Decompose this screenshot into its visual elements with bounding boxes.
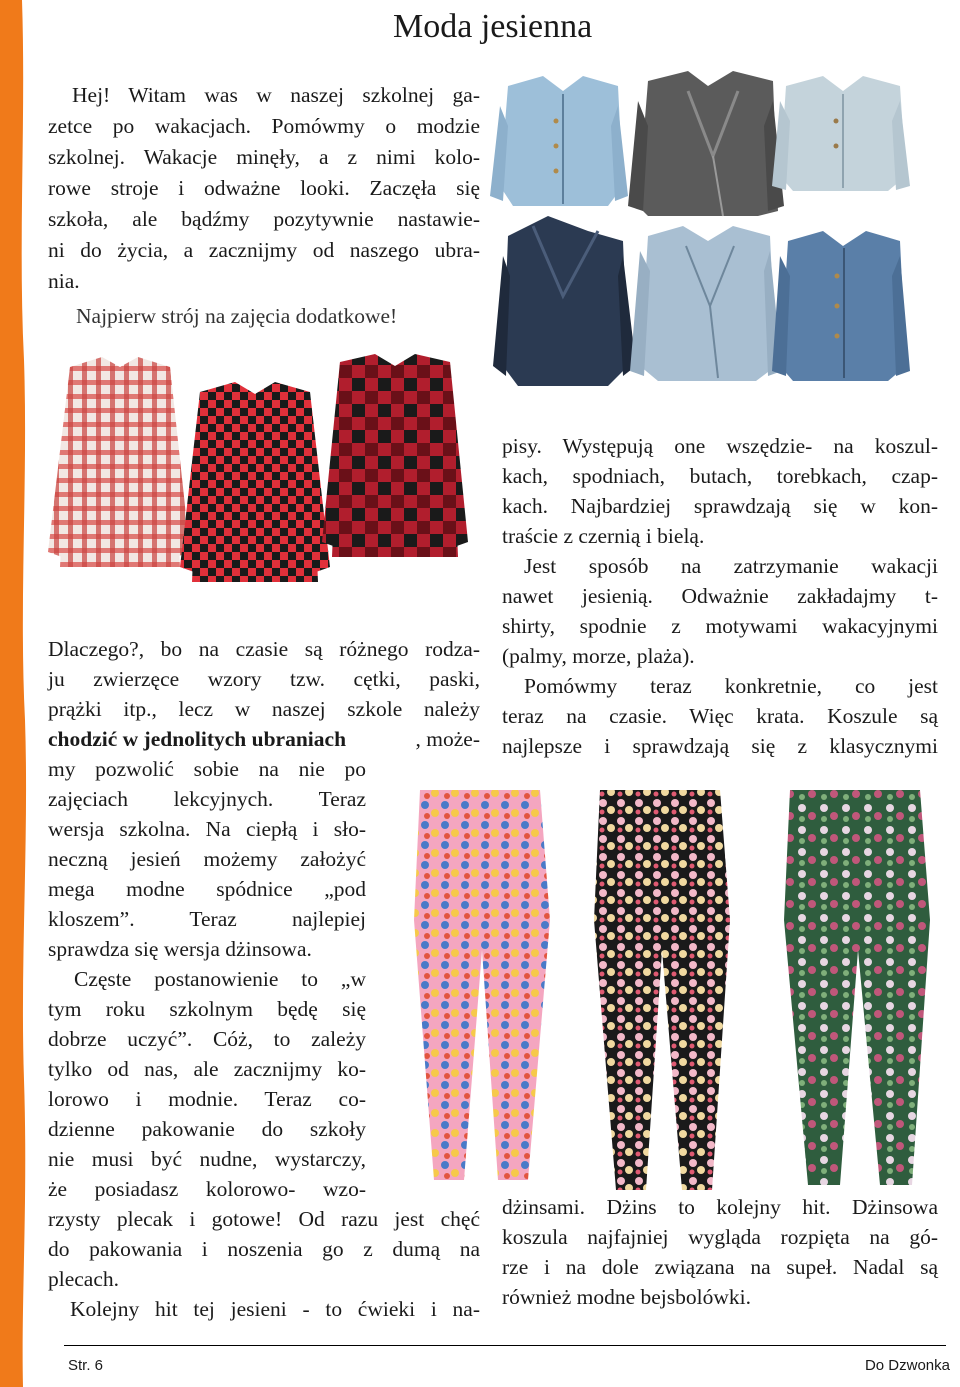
intro-line: rowe stroje i odważne looki. Zaczęła się: [48, 176, 480, 200]
body-line: wersja szkolna. Na ciepłą i sło-: [48, 817, 366, 841]
body-line: Pomówmy teraz konkretnie, co jest: [524, 674, 938, 698]
body-line: ju zwierzęce wzory tzw. cętki, paski,: [48, 667, 480, 691]
body-line: teraz na czasie. Więc krata. Koszule są: [502, 704, 938, 728]
page-number: Str. 6: [68, 1357, 104, 1374]
body-line: koszula najfajniej wygląda rozpięta na gó-: [502, 1225, 938, 1249]
body-line: najlepsze i sprawdzają się z klasycznymi: [502, 734, 938, 758]
body-line: plecach.: [48, 1267, 120, 1291]
body-line: nie musi być nudne, wystarczy,: [48, 1147, 366, 1171]
footer-divider: [64, 1345, 946, 1346]
magazine-name: Do Dzwonka: [864, 1357, 950, 1374]
intro-line: Hej! Witam was w naszej szkolnej ga-: [72, 83, 480, 107]
red-black-check-shirt-image: [180, 382, 330, 582]
light-red-plaid-shirt-image: [48, 357, 190, 567]
orange-border-decoration: [0, 0, 30, 1387]
intro-line: ni do życia, a zacznijmy od naszego ubra-: [48, 238, 480, 262]
denim-jackets-photo: [488, 66, 924, 396]
body-line: tym roku szkolnym będę się: [48, 997, 366, 1021]
navy-hooded-jacket-image: [493, 216, 636, 386]
body-line-with-bold: [48, 724, 480, 754]
body-line: Częste postanowienie to „w: [74, 967, 366, 991]
intro-line: zetce po wakacjach. Pomówmy o modzie: [48, 114, 480, 138]
body-line: nawet jesienią. Odważnie zakładajmy t-: [502, 584, 938, 608]
body-line: Dlaczego?, bo na czasie są różnego rodza-: [48, 637, 480, 661]
body-line: rze i na dole związana na supeł. Nadal są: [502, 1255, 938, 1279]
body-line: kach, spodniach, butach, torebkach, czap-: [502, 464, 938, 488]
body-line: dżinsami. Dżins to kolejny hit. Dżinsowa: [502, 1195, 938, 1219]
body-line: zajęciach lekcyjnych. Teraz: [48, 787, 366, 811]
body-line: Kolejny hit tej jesieni - to ćwieki i na-: [70, 1297, 480, 1321]
body-line: kloszem”. Teraz najlepiej: [48, 907, 366, 931]
body-line: sprawdza się wersja dżinsowa.: [48, 937, 312, 961]
body-line: rzysty plecak i gotowe! Od razu jest chęć: [48, 1207, 480, 1231]
body-line: my pozwolić sobie na nie po: [48, 757, 366, 781]
body-line: dobrze uczyć”. Cóż, to zależy: [48, 1027, 366, 1051]
pale-denim-cropped-jacket-image: [772, 76, 910, 191]
body-line: że posiadasz kolorowo- wzo-: [48, 1177, 366, 1201]
body-line: traście z czernią i bielą.: [502, 524, 705, 548]
intro-line: szkoła, ale bądźmy pozytywnie nastawie-: [48, 207, 480, 231]
body-line: (palmy, morze, plaża).: [502, 644, 695, 668]
bold-phrase-tail: , może-: [415, 727, 480, 751]
body-line: również modne bejsbolówki.: [502, 1285, 751, 1309]
floral-trousers-photo: [400, 780, 950, 1200]
body-line: prążki itp., lecz w naszej szkole należy: [48, 697, 480, 721]
page-title: Moda jesienna: [393, 8, 593, 45]
intro-line: nia.: [48, 269, 80, 293]
mid-denim-jacket-image: [772, 231, 910, 381]
body-line: dzienne pakowanie do szkoły: [48, 1117, 366, 1141]
body-line: shirty, spodnie z motywami wakacyjnymi: [502, 614, 938, 638]
grey-leather-biker-jacket-image: [628, 71, 784, 216]
light-denim-zip-jacket-image: [630, 226, 782, 381]
intro-callout: Najpierw strój na zajęcia dodatkowe!: [76, 304, 398, 328]
body-line: tylko od nas, ale zacznijmy ko-: [48, 1057, 366, 1081]
plaid-shirts-photo: [40, 352, 470, 592]
colorful-floral-trousers-image: [414, 790, 550, 1180]
body-line: do pakowania i noszenia go z dumą na: [48, 1237, 480, 1261]
light-denim-jacket-image: [490, 76, 628, 206]
body-line: Jest sposób na zatrzymanie wakacji: [524, 554, 938, 578]
green-floral-trousers-image: [784, 790, 930, 1185]
body-line: pisy. Występują one wszędzie- na koszul-: [502, 434, 938, 458]
dark-red-buffalo-check-shirt-image: [322, 354, 468, 557]
body-line: kach. Najbardziej sprawdzają się w kon-: [502, 494, 938, 518]
body-line: lorowo i modnie. Teraz co-: [48, 1087, 366, 1111]
intro-line: szkolnej. Wakacje minęły, a z nimi kolo-: [48, 145, 480, 169]
body-line: neczną jesień możemy założyć: [48, 847, 366, 871]
bold-phrase: chodzić w jednolitych ubraniach: [48, 727, 347, 751]
body-line: mega modne spódnice „pod: [48, 877, 366, 901]
black-floral-trousers-image: [594, 790, 730, 1190]
